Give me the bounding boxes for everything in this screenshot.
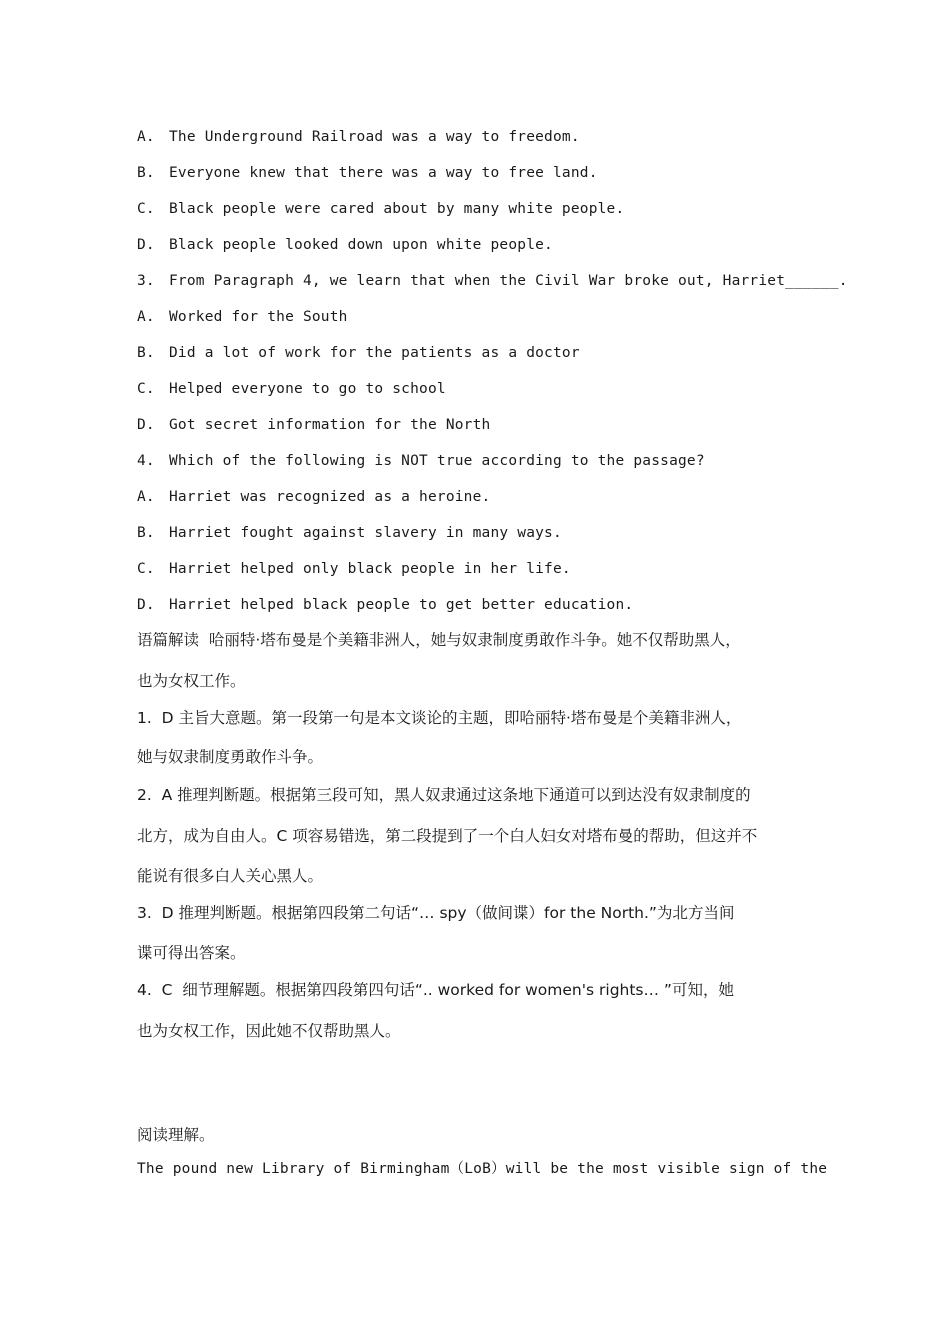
analysis-intro-line-2: 也为女权工作。	[137, 672, 246, 690]
answer-2-line-1: 2. A 推理判断题。根据第三段可知，黑人奴隶通过这条地下通道可以到达没有奴隶制度的	[137, 786, 751, 804]
q3-option-c: C. Helped everyone to go to school	[137, 381, 446, 397]
q2-option-c: C. Black people were cared about by many white people.	[137, 201, 625, 217]
q3-option-d: D. Got secret information for the North	[137, 417, 491, 433]
q3-option-a: A. Worked for the South	[137, 309, 348, 325]
passage-first-line: The pound new Library of Birmingham（LoB）will be the most visible sign of the	[137, 1161, 828, 1177]
q3-stem: 3. From Paragraph 4, we learn that when the Civil War broke out, Harriet______.	[137, 273, 848, 289]
answer-2-line-2: 北方，成为自由人。C 项容易错选，第二段提到了一个白人妇女对塔布曼的帮助，但这并不	[137, 827, 758, 845]
q4-option-a: A. Harriet was recognized as a heroine.	[137, 489, 491, 505]
answer-1-line-2: 她与奴隶制度勇敢作斗争。	[137, 748, 324, 766]
q2-option-d: D. Black people looked down upon white people.	[137, 237, 553, 253]
answer-3-line-2: 谍可得出答案。	[137, 944, 246, 962]
answer-2-line-3: 能说有很多白人关心黑人。	[137, 867, 324, 885]
q3-option-b: B. Did a lot of work for the patients as a doctor	[137, 345, 580, 361]
section-heading: 阅读理解。	[137, 1126, 215, 1144]
answer-4-line-1: 4. C 细节理解题。根据第四段第四句话“.. worked for women's rights… ”可知，她	[137, 981, 734, 999]
q2-option-b: B. Everyone knew that there was a way to free land.	[137, 165, 598, 181]
q2-option-a: A. The Underground Railroad was a way to freedom.	[137, 129, 580, 145]
q4-option-d: D. Harriet helped black people to get better education.	[137, 597, 634, 613]
q4-stem: 4. Which of the following is NOT true according to the passage?	[137, 453, 705, 469]
answer-3-line-1: 3. D 推理判断题。根据第四段第二句话“… spy（做间谍）for the North.”为北方当间	[137, 904, 735, 922]
answer-4-line-2: 也为女权工作，因此她不仅帮助黑人。	[137, 1022, 401, 1040]
answer-1-line-1: 1. D 主旨大意题。第一段第一句是本文谈论的主题，即哈丽特·塔布曼是个美籍非洲人，	[137, 709, 742, 727]
q4-option-c: C. Harriet helped only black people in her life.	[137, 561, 571, 577]
q4-option-b: B. Harriet fought against slavery in many ways.	[137, 525, 562, 541]
analysis-intro-line-1: 语篇解读 哈丽特·塔布曼是个美籍非洲人，她与奴隶制度勇敢作斗争。她不仅帮助黑人，	[137, 631, 741, 649]
